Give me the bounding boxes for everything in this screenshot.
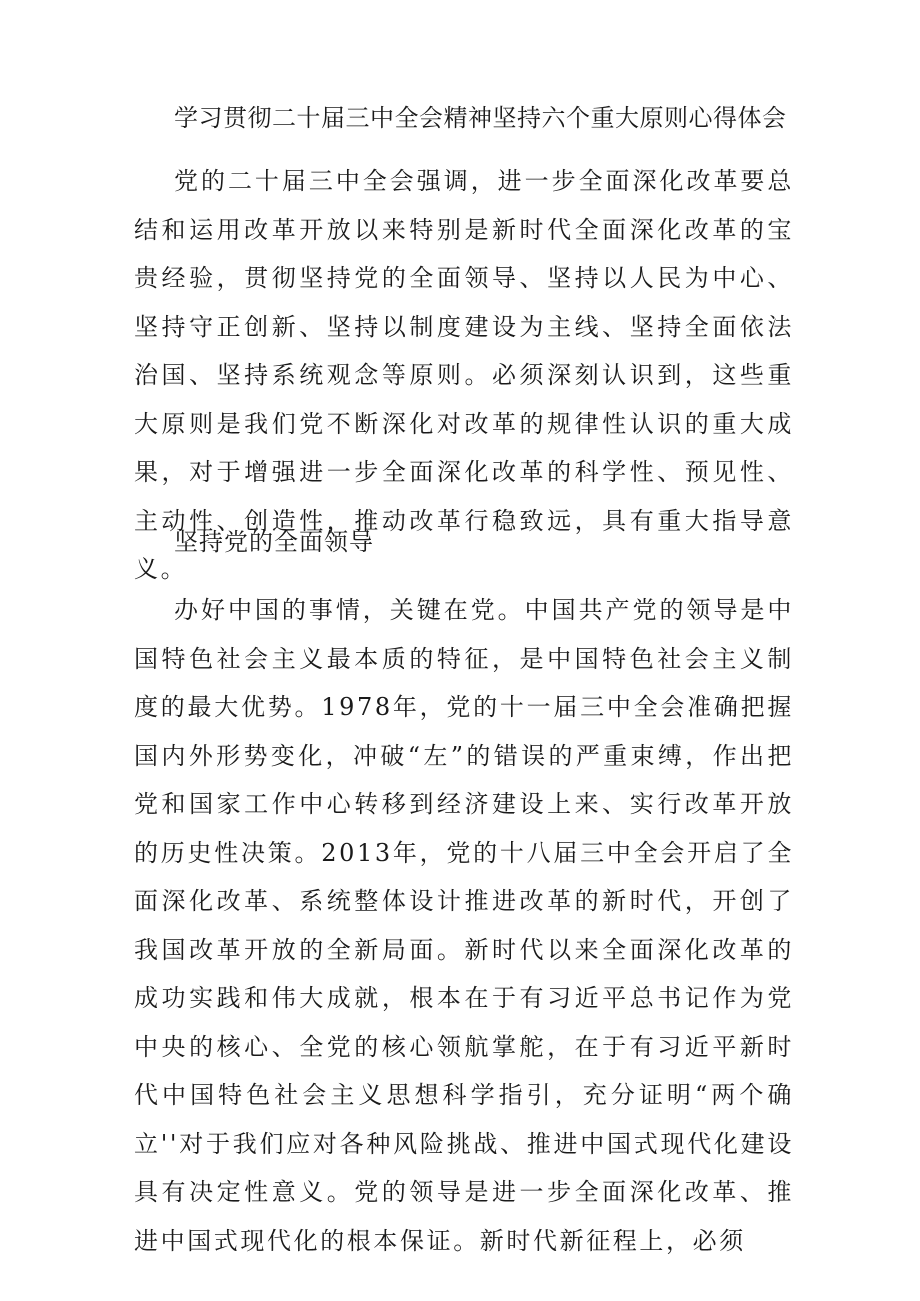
section-paragraph: 办好中国的事情，关键在党。中国共产党的领导是中国特色社会主义最本质的特征，是中国特色社会主义制度的最大优势。1978年，党的十一届三中全会准确把握国内外形势变化，冲破“左”的错误的严重束缚，作出把党和国家工作中心转移到经济建设上来、实行改革开放的历史性决策。2013年，党的十八届三中全会开启了全面深化改革、系统整体设计推进改革的新时代，开创了我国改革开放的全新局面。新时代以来全面深化改革的成功实践和伟大成就，根本在于有习近平总书记作为党中央的核心、全党的核心领航掌舵，在于有习近平新时代中国特色社会主义思想科学指引，充分证明“两个确立''对于我们应对各种风险挑战、推进中国式现代化建设具有决定性意义。党的领导是进一步全面深化改革、推进中国式现代化的根本保证。新时代新征程上，必须	[134, 596, 794, 1255]
intro-paragraph: 党的二十届三中全会强调，进一步全面深化改革要总结和运用改革开放以来特别是新时代全面深化改革的宝贵经验，贯彻坚持党的全面领导、坚持以人民为中心、坚持守正创新、坚持以制度建设为主线、坚持全面依法治国、坚持系统观念等原则。必须深刻认识到，这些重大原则是我们党不断深化对改革的规律性认识的重大成果，对于增强进一步全面深化改革的科学性、预见性、主动性、创造性，推动改革行稳致远，具有重大指导意义。	[134, 167, 794, 583]
document-title: 学习贯彻二十届三中全会精神坚持六个重大原则心得体会	[174, 104, 787, 132]
section-heading: 坚持党的全面领导	[174, 528, 374, 556]
